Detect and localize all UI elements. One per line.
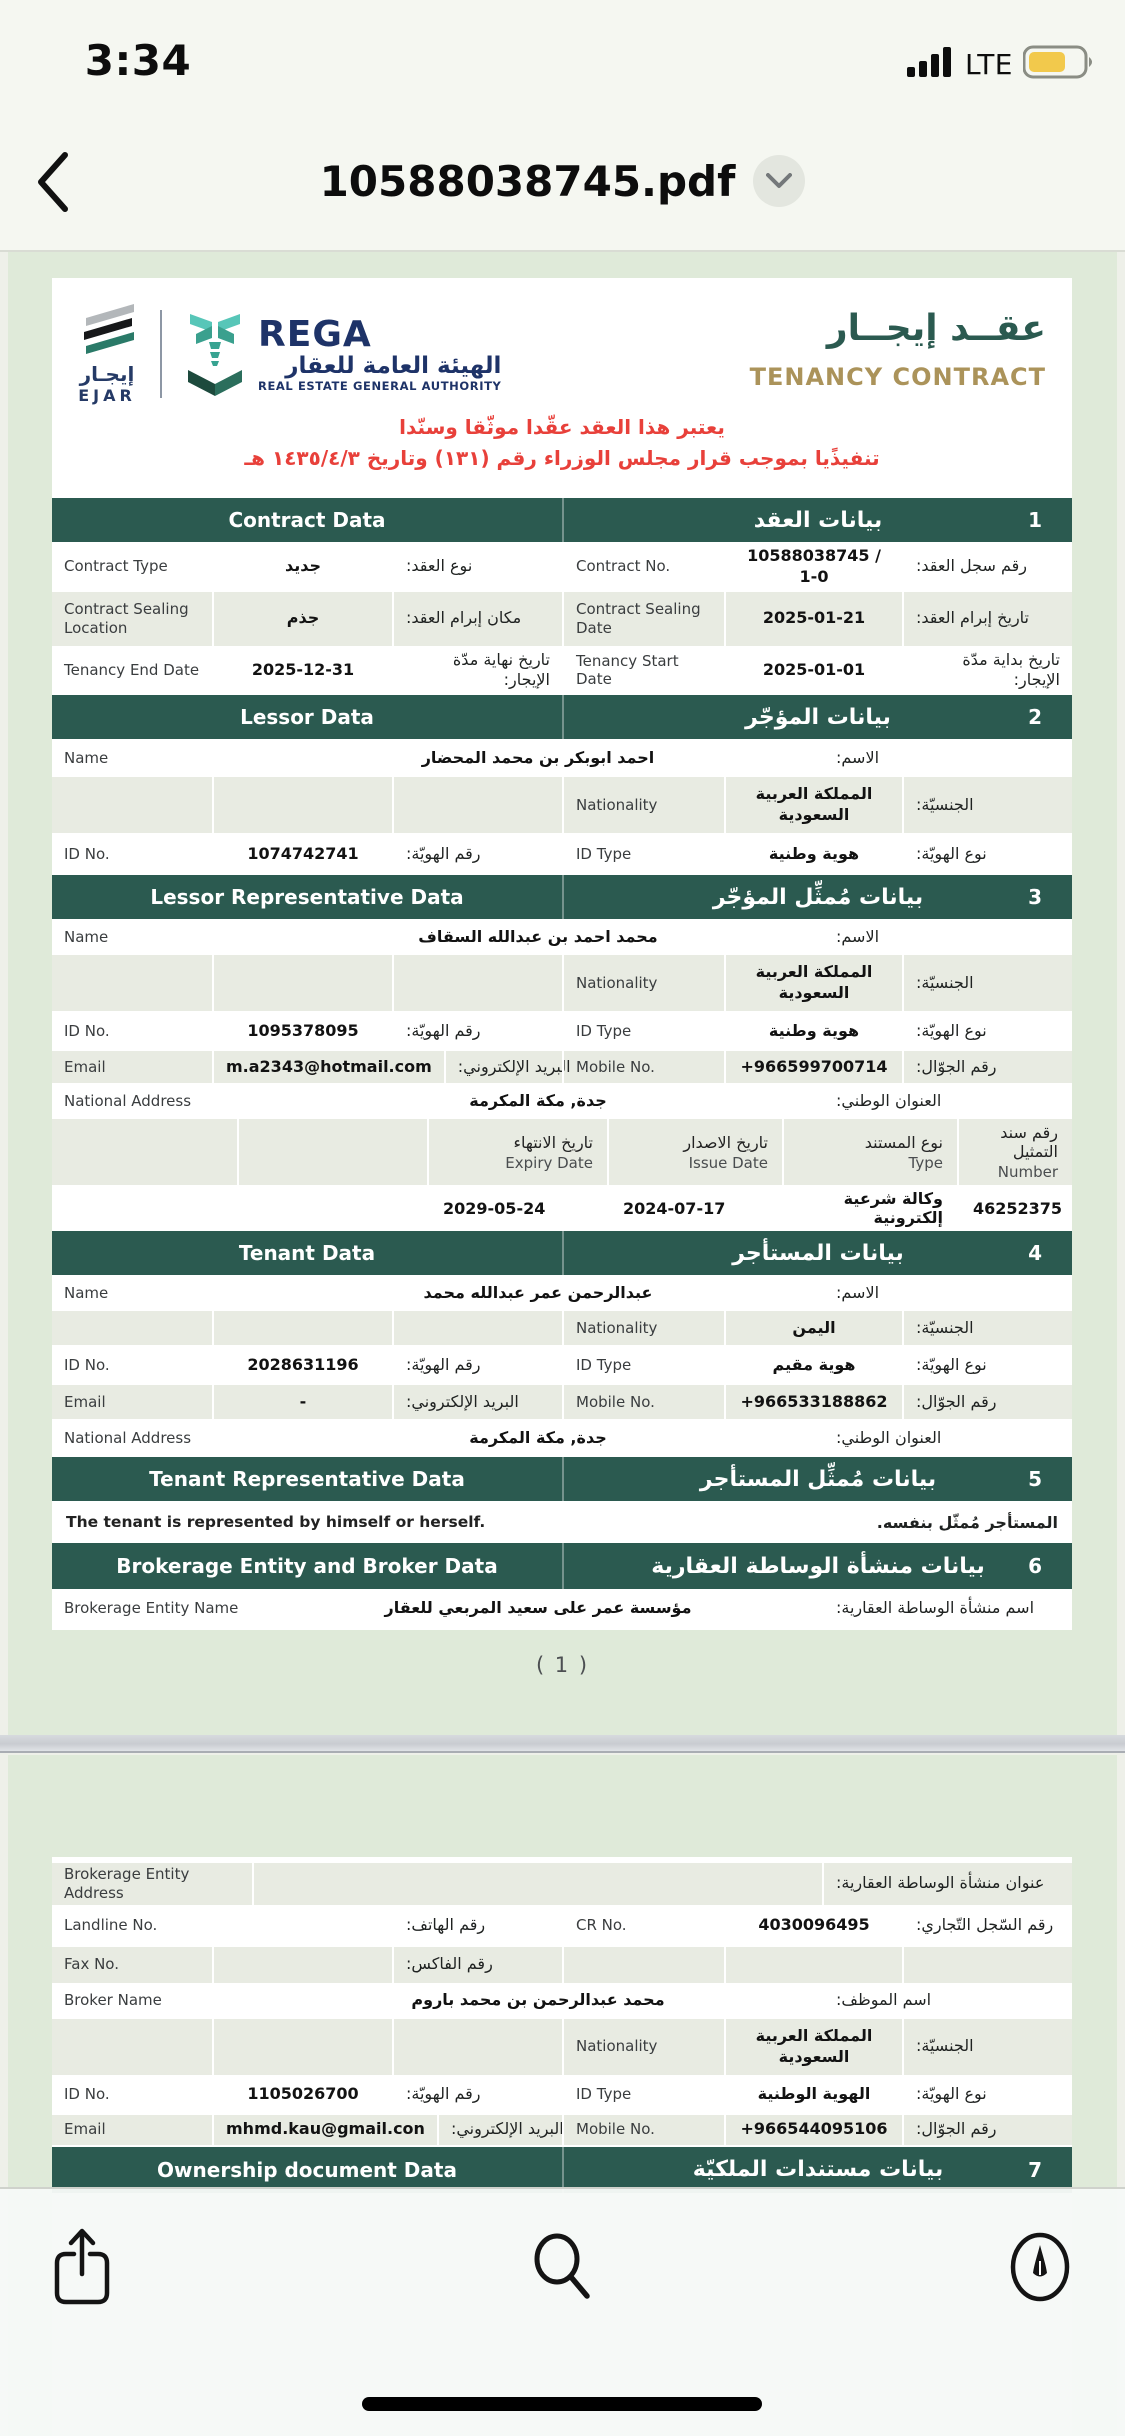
cell-ar: البريد الإلكتروني: — [444, 1051, 614, 1083]
section-title-english: Contract Data — [228, 508, 386, 532]
cell-val: اليمن — [724, 1311, 902, 1345]
cell-ar — [902, 1947, 1072, 1983]
section-title-arabic: بيانات العقد — [753, 507, 883, 533]
cell-ar: الجنسيّة: — [902, 1311, 1072, 1345]
cell-val: 2025-01-01 — [724, 648, 902, 694]
full-width-row — [52, 741, 1072, 775]
cell-en: ID No. — [64, 1355, 110, 1374]
row-right-half — [562, 1013, 1072, 1049]
doc-value: وكالة شرعية إلكترونية — [782, 1187, 957, 1229]
row-left-half — [52, 1311, 562, 1345]
cell-val — [212, 1947, 392, 1983]
table-row — [52, 1985, 1072, 2019]
cell-en: National Address — [64, 1428, 192, 1447]
cell-en: Name — [64, 1283, 109, 1302]
section-header-arabic — [562, 1543, 1072, 1589]
section-header — [52, 695, 1072, 741]
table-row — [52, 921, 1072, 955]
section-header-english — [52, 498, 562, 542]
doc-col-english: Number — [997, 1163, 1058, 1182]
cell-ar: رقم الهويّة: — [392, 2077, 562, 2113]
section-number: 3 — [1028, 885, 1042, 910]
doc-col-english: Type — [908, 1153, 943, 1172]
full-width-row — [52, 1863, 1072, 1905]
row-left-half — [52, 2019, 562, 2075]
section-header — [52, 875, 1072, 921]
table-row — [52, 741, 1072, 777]
section-header-english — [52, 1457, 562, 1501]
full-width-row — [52, 921, 1072, 953]
cell-en: ID Type — [576, 1355, 632, 1374]
section-header-arabic — [562, 1231, 1072, 1275]
cell-ar: رقم الجوّال: — [902, 2115, 1072, 2145]
cell-val: - — [212, 1385, 392, 1419]
search-button[interactable] — [522, 2225, 602, 2309]
cell-val: عبدالرحمن عمر عبدالله محمد — [252, 1277, 822, 1309]
empty-cell — [237, 1119, 427, 1185]
table-row — [52, 1311, 1072, 1347]
table-row — [52, 1503, 1072, 1543]
cell-val: 2025-12-31 — [212, 648, 392, 694]
row-right-half — [562, 544, 1072, 590]
cell-ar: نوع الهويّة: — [902, 2077, 1072, 2113]
cell-val: الهوية الوطنية — [724, 2077, 902, 2113]
section-number: 1 — [1028, 508, 1042, 532]
full-width-row — [52, 1085, 1072, 1117]
cell-ar: الجنسيّة: — [902, 777, 1072, 833]
cell-en: Mobile No. — [576, 2120, 655, 2139]
full-width-row — [52, 1985, 1072, 2017]
statement-arabic: المستأجر مُمثّل بنفسه. — [876, 1512, 1058, 1532]
cell-ar — [392, 2019, 562, 2075]
cell-ar: تاريخ نهاية مدّة الإيجار: — [392, 648, 562, 694]
statement-english: The tenant is represented by himself or herself. — [66, 1513, 486, 1532]
cell-ar: الجنسيّة: — [902, 955, 1072, 1011]
doc-col-arabic: تاريخ الاصدار — [683, 1132, 768, 1152]
cell-ar: رقم الهويّة: — [392, 835, 562, 873]
home-indicator[interactable] — [362, 2397, 762, 2411]
section-number: 4 — [1028, 1241, 1042, 1266]
section-header-english — [52, 875, 562, 919]
section-header — [52, 1543, 1072, 1591]
row-right-half — [562, 2115, 1072, 2145]
contract-tables-page-2 — [52, 1863, 1072, 2195]
cell-ar: رقم سجل العقد: — [902, 544, 1072, 590]
legal-notice-line1: يعتبر هذا العقد عقّدا موثّقا وسنّدا — [399, 415, 725, 439]
doc-value: 2029-05-24 — [427, 1187, 607, 1229]
table-row — [52, 2115, 1072, 2147]
row-left-half — [52, 1051, 571, 1083]
table-row — [52, 648, 1072, 696]
cell-en: Contract Sealing Location — [64, 599, 189, 637]
status-time: 3:34 — [84, 36, 192, 85]
cell-val — [212, 1907, 392, 1945]
cell-en: ID No. — [64, 2085, 110, 2104]
section-header-arabic — [562, 875, 1072, 919]
cell-en: Brokerage Entity Name — [64, 1598, 239, 1617]
row-right-half — [562, 2077, 1072, 2113]
cell-en: ID Type — [576, 1021, 632, 1040]
section-header — [52, 1231, 1072, 1277]
section-title-arabic: بيانات مُمثِّل المستأجر — [699, 1466, 937, 1492]
row-left-half — [52, 777, 562, 833]
table-row — [52, 1591, 1072, 1627]
legal-notice — [52, 412, 1072, 474]
search-icon — [529, 2232, 595, 2302]
table-row — [52, 1863, 1072, 1907]
cell-ar: رقم الهويّة: — [392, 1347, 562, 1383]
page-separator — [0, 1735, 1125, 1753]
table-row — [52, 1947, 1072, 1985]
table-row — [52, 2077, 1072, 2115]
section-title-english: Tenant Data — [238, 1241, 376, 1266]
table-row — [52, 1119, 1072, 1187]
table-row — [52, 835, 1072, 875]
cell-val: مؤسسة عمر على سعيد المربعي للعقار — [252, 1591, 822, 1625]
table-row — [52, 1187, 1072, 1231]
doc-value: 46252375 — [957, 1187, 1076, 1229]
nav-bar — [0, 110, 1125, 252]
doc-column-header — [957, 1119, 1072, 1185]
cell-val: 2028631196 — [212, 1347, 392, 1383]
table-row — [52, 1277, 1072, 1311]
contract-page-1 — [52, 278, 1072, 1630]
section-title-english: Tenant Representative Data — [149, 1467, 465, 1492]
cell-en: Mobile No. — [576, 1057, 655, 1076]
cell-en — [52, 2019, 212, 2075]
row-right-half — [562, 955, 1072, 1011]
row-left-half — [52, 1013, 562, 1049]
cell-val: +966544095106 — [724, 2115, 902, 2145]
row-right-half — [562, 1947, 1072, 1983]
table-row — [52, 1385, 1072, 1421]
cell-ar — [392, 955, 562, 1011]
section-header-english — [52, 695, 562, 739]
cell-val: +966599700714 — [724, 1051, 902, 1083]
section-header-arabic — [562, 498, 1072, 542]
network-type-label: LTE — [964, 47, 1013, 81]
contract-title-english: TENANCY CONTRACT — [749, 363, 1046, 391]
cell-en — [564, 1947, 724, 1983]
cell-val — [212, 1311, 392, 1345]
section-title-arabic: بيانات مُمثِّل المؤجّر — [712, 884, 924, 910]
cell-en: Name — [64, 748, 109, 767]
rega-name-english: REGA — [258, 313, 372, 355]
cell-val: المملكة العربية السعودية — [724, 2019, 902, 2075]
row-right-half — [562, 648, 1072, 694]
section-header-arabic — [562, 2147, 1072, 2193]
section-title-arabic: بيانات المستأجر — [732, 1240, 904, 1266]
markup-icon — [1006, 2231, 1074, 2303]
cell-val: 1095378095 — [212, 1013, 392, 1049]
cell-ar: البريد الإلكتروني: — [437, 2115, 607, 2145]
row-left-half — [52, 544, 562, 590]
empty-cell — [52, 1187, 237, 1229]
section-header-arabic — [562, 695, 1072, 739]
cell-en: Nationality — [576, 795, 658, 814]
doc-col-arabic: نوع المستند — [864, 1132, 943, 1152]
cell-ar: عنوان منشأة الوساطة العقارية: — [822, 1863, 1072, 1905]
cell-ar: رقم السّجل التّجاري: — [902, 1907, 1072, 1945]
cell-val — [724, 1947, 902, 1983]
cell-val: +966533188862 — [724, 1385, 902, 1419]
empty-cell — [52, 1119, 237, 1185]
share-button[interactable] — [42, 2225, 122, 2309]
cell-val: هوية وطنية — [724, 1013, 902, 1049]
row-left-half — [52, 1347, 562, 1383]
table-row — [52, 777, 1072, 835]
row-right-half — [562, 835, 1072, 873]
logo-divider — [160, 310, 162, 398]
cell-en: Fax No. — [64, 1955, 119, 1974]
cell-val: احمد ابوبكر بن محمد المحضار — [252, 741, 822, 775]
cell-ar: نوع الهويّة: — [902, 1013, 1072, 1049]
cell-ar: رقم الهويّة: — [392, 1013, 562, 1049]
cell-val — [212, 955, 392, 1011]
cell-val: mhmd.kau@gmail.con — [212, 2115, 437, 2145]
section-header-arabic — [562, 1457, 1072, 1501]
cell-ar: الاسم: — [822, 741, 1072, 775]
status-icons — [907, 44, 1097, 84]
cell-en — [52, 777, 212, 833]
row-left-half — [52, 1907, 562, 1945]
full-width-row — [52, 1591, 1072, 1625]
section-title-english: Brokerage Entity and Broker Data — [116, 1554, 498, 1579]
cell-val: m.a2343@hotmail.com — [212, 1051, 444, 1083]
contract-header — [52, 292, 1072, 410]
statement-row — [52, 1503, 1072, 1541]
row-right-half — [562, 1385, 1072, 1419]
doc-col-arabic: رقم سند التمثيل — [1000, 1123, 1058, 1162]
cell-en: Contract No. — [576, 557, 671, 576]
cell-val: محمد احمد بن عبدالله السقاف — [252, 921, 822, 953]
row-left-half — [52, 835, 562, 873]
cell-val: هوية مقيم — [724, 1347, 902, 1383]
ejar-name-arabic: إيجـار — [79, 362, 135, 386]
cell-ar: تاريخ إبرام العقد: — [902, 592, 1072, 646]
cell-ar: مكان إبرام العقد: — [392, 592, 562, 646]
bottom-toolbar — [0, 2187, 1125, 2436]
doc-col-english: Issue Date — [688, 1153, 768, 1172]
full-width-row — [52, 1277, 1072, 1309]
cell-val — [212, 777, 392, 833]
cell-val: 1105026700 — [212, 2077, 392, 2113]
row-left-half — [52, 648, 562, 694]
cell-ar: رقم الفاكس: — [392, 1947, 562, 1983]
cell-en — [52, 1311, 212, 1345]
section-number: 7 — [1028, 2157, 1042, 2182]
signal-strength-icon — [907, 45, 955, 83]
table-row — [52, 1013, 1072, 1051]
section-title-english: Lessor Data — [240, 705, 374, 730]
rega-subtitle: REAL ESTATE GENERAL AUTHORITY — [258, 378, 502, 393]
doc-col-english: Expiry Date — [505, 1153, 593, 1172]
row-left-half — [52, 1385, 562, 1419]
cell-val: 1074742741 — [212, 835, 392, 873]
row-right-half — [562, 592, 1072, 646]
empty-cell — [237, 1187, 427, 1229]
row-right-half — [562, 777, 1072, 833]
cell-en: ID No. — [64, 844, 110, 863]
cell-ar: تاريخ بداية مدّة الإيجار: — [902, 648, 1072, 694]
cell-en: Contract Type — [64, 557, 168, 576]
rega-logo — [182, 308, 501, 400]
section-number: 5 — [1028, 1467, 1042, 1492]
table-row — [52, 2019, 1072, 2077]
title-menu-button[interactable] — [753, 155, 805, 207]
table-row — [52, 1051, 1072, 1085]
cell-ar: الاسم: — [822, 1277, 1072, 1309]
table-row — [52, 1421, 1072, 1457]
legal-notice-line2: تنفيذًيا بموجب قرار مجلس الوزراء رقم (١٣١) وتاريخ ١٤٣٥/٤/٣ هـ — [244, 446, 880, 470]
cell-ar: رقم الهاتف: — [392, 1907, 562, 1945]
cell-en: ID Type — [576, 2085, 632, 2104]
cell-val: المملكة العربية السعودية — [724, 955, 902, 1011]
cell-ar: اسم الموظف: — [822, 1985, 1072, 2017]
cell-val: 4030096495 — [724, 1907, 902, 1945]
row-left-half — [52, 2115, 562, 2145]
cell-ar: اسم منشأة الوساطة العقارية: — [822, 1591, 1072, 1625]
cell-en: Tenancy Start Date — [576, 651, 679, 689]
cell-ar: العنوان الوطني: — [822, 1421, 1072, 1455]
cell-ar: البريد الإلكتروني: — [392, 1385, 562, 1419]
pdf-viewer[interactable] — [0, 252, 1125, 2436]
section-header — [52, 1457, 1072, 1503]
pdf-page-1 — [8, 252, 1117, 1735]
cell-val: محمد عبدالرحمن بن محمد باروم — [252, 1985, 822, 2017]
section-title-english: Lessor Representative Data — [150, 885, 464, 910]
cell-ar: رقم الجوّال: — [902, 1051, 1072, 1083]
cell-val: 10588038745 / 1-0 — [724, 544, 902, 590]
row-right-half — [562, 1051, 1072, 1083]
cell-en — [52, 955, 212, 1011]
page-number: ( 1 ) — [535, 1653, 590, 1677]
doc-column-header — [782, 1119, 957, 1185]
section-header-english — [52, 1231, 562, 1275]
contract-tables-page-1 — [52, 498, 1072, 1627]
cell-en: Mobile No. — [576, 1392, 655, 1411]
table-row — [52, 1907, 1072, 1947]
row-right-half — [562, 1907, 1072, 1945]
cell-en: Email — [64, 1392, 106, 1411]
section-number: 6 — [1028, 1554, 1042, 1579]
share-icon — [50, 2226, 114, 2308]
row-right-half — [562, 2019, 1072, 2075]
cell-val: 2025-01-21 — [724, 592, 902, 646]
section-header-english — [52, 1543, 562, 1589]
row-right-half — [562, 1347, 1072, 1383]
row-right-half — [562, 1311, 1072, 1345]
cell-en: Contract Sealing Date — [576, 599, 701, 637]
rega-name-arabic: الهيئة العامة للعقار — [285, 353, 502, 380]
cell-en: Nationality — [576, 1318, 658, 1337]
ejar-logo — [74, 302, 140, 405]
cell-val — [212, 2019, 392, 2075]
section-title-english: Ownership document Data — [157, 2157, 457, 2182]
section-header-english — [52, 2147, 562, 2193]
rega-palm-icon — [182, 308, 248, 400]
representation-doc-header — [52, 1119, 1072, 1185]
cell-en: ID No. — [64, 1021, 110, 1040]
table-row — [52, 1347, 1072, 1385]
section-number: 2 — [1028, 705, 1042, 730]
contract-title-arabic: عقــد إيجــار — [826, 308, 1046, 349]
status-bar — [0, 0, 1125, 110]
cell-en: Nationality — [576, 973, 658, 992]
cell-en: ID Type — [576, 844, 632, 863]
cell-en: CR No. — [576, 1916, 627, 1935]
cell-en: Brokerage Entity Address — [64, 1865, 190, 1902]
markup-button[interactable] — [1000, 2225, 1080, 2309]
cell-ar — [392, 1311, 562, 1345]
cell-en: Broker Name — [64, 1991, 162, 2010]
cell-en: Name — [64, 927, 109, 946]
cell-en: Nationality — [576, 2037, 658, 2056]
full-width-row — [52, 1421, 1072, 1455]
cell-val: جدة, مكة المكرمة — [252, 1421, 822, 1455]
cell-en: Email — [64, 1057, 106, 1076]
row-left-half — [52, 2077, 562, 2113]
row-left-half — [52, 1947, 562, 1983]
doc-column-header — [607, 1119, 782, 1185]
doc-value: 2024-07-17 — [607, 1187, 782, 1229]
cell-en: National Address — [64, 1091, 192, 1110]
section-header — [52, 498, 1072, 544]
cell-ar: العنوان الوطني: — [822, 1085, 1072, 1117]
cell-ar: رقم الجوّال: — [902, 1385, 1072, 1419]
table-row — [52, 955, 1072, 1013]
cell-ar — [392, 777, 562, 833]
cell-en: Landline No. — [64, 1916, 158, 1935]
table-row — [52, 544, 1072, 592]
cell-ar: نوع الهويّة: — [902, 835, 1072, 873]
cell-val: جديد — [212, 544, 392, 590]
document-title: 10588038745.pdf — [319, 156, 736, 206]
cell-val: جدة, مكة المكرمة — [252, 1085, 822, 1117]
battery-icon — [1023, 44, 1097, 84]
cell-ar: الجنسيّة: — [902, 2019, 1072, 2075]
section-title-arabic: بيانات منشأة الوساطة العقارية — [651, 1553, 985, 1579]
table-row — [52, 592, 1072, 648]
cell-en: Email — [64, 2120, 106, 2139]
doc-col-arabic: تاريخ الانتهاء — [513, 1132, 593, 1152]
section-title-arabic: بيانات مستندات الملكيّة — [692, 2157, 944, 2182]
cell-val: المملكة العربية السعودية — [724, 777, 902, 833]
cell-ar: نوع الهويّة: — [902, 1347, 1072, 1383]
ejar-name-english: EJAR — [78, 386, 136, 405]
cell-val: جذم — [212, 592, 392, 646]
cell-val — [252, 1863, 822, 1905]
row-left-half — [52, 955, 562, 1011]
cell-en: Tenancy End Date — [64, 661, 200, 680]
section-title-arabic: بيانات المؤجّر — [745, 704, 891, 730]
representation-doc-values — [52, 1187, 1072, 1229]
row-left-half — [52, 592, 562, 646]
cell-ar: الاسم: — [822, 921, 1072, 953]
table-row — [52, 1085, 1072, 1119]
doc-column-header — [427, 1119, 607, 1185]
cell-val: هوية وطنية — [724, 835, 902, 873]
cell-ar: نوع العقد: — [392, 544, 562, 590]
